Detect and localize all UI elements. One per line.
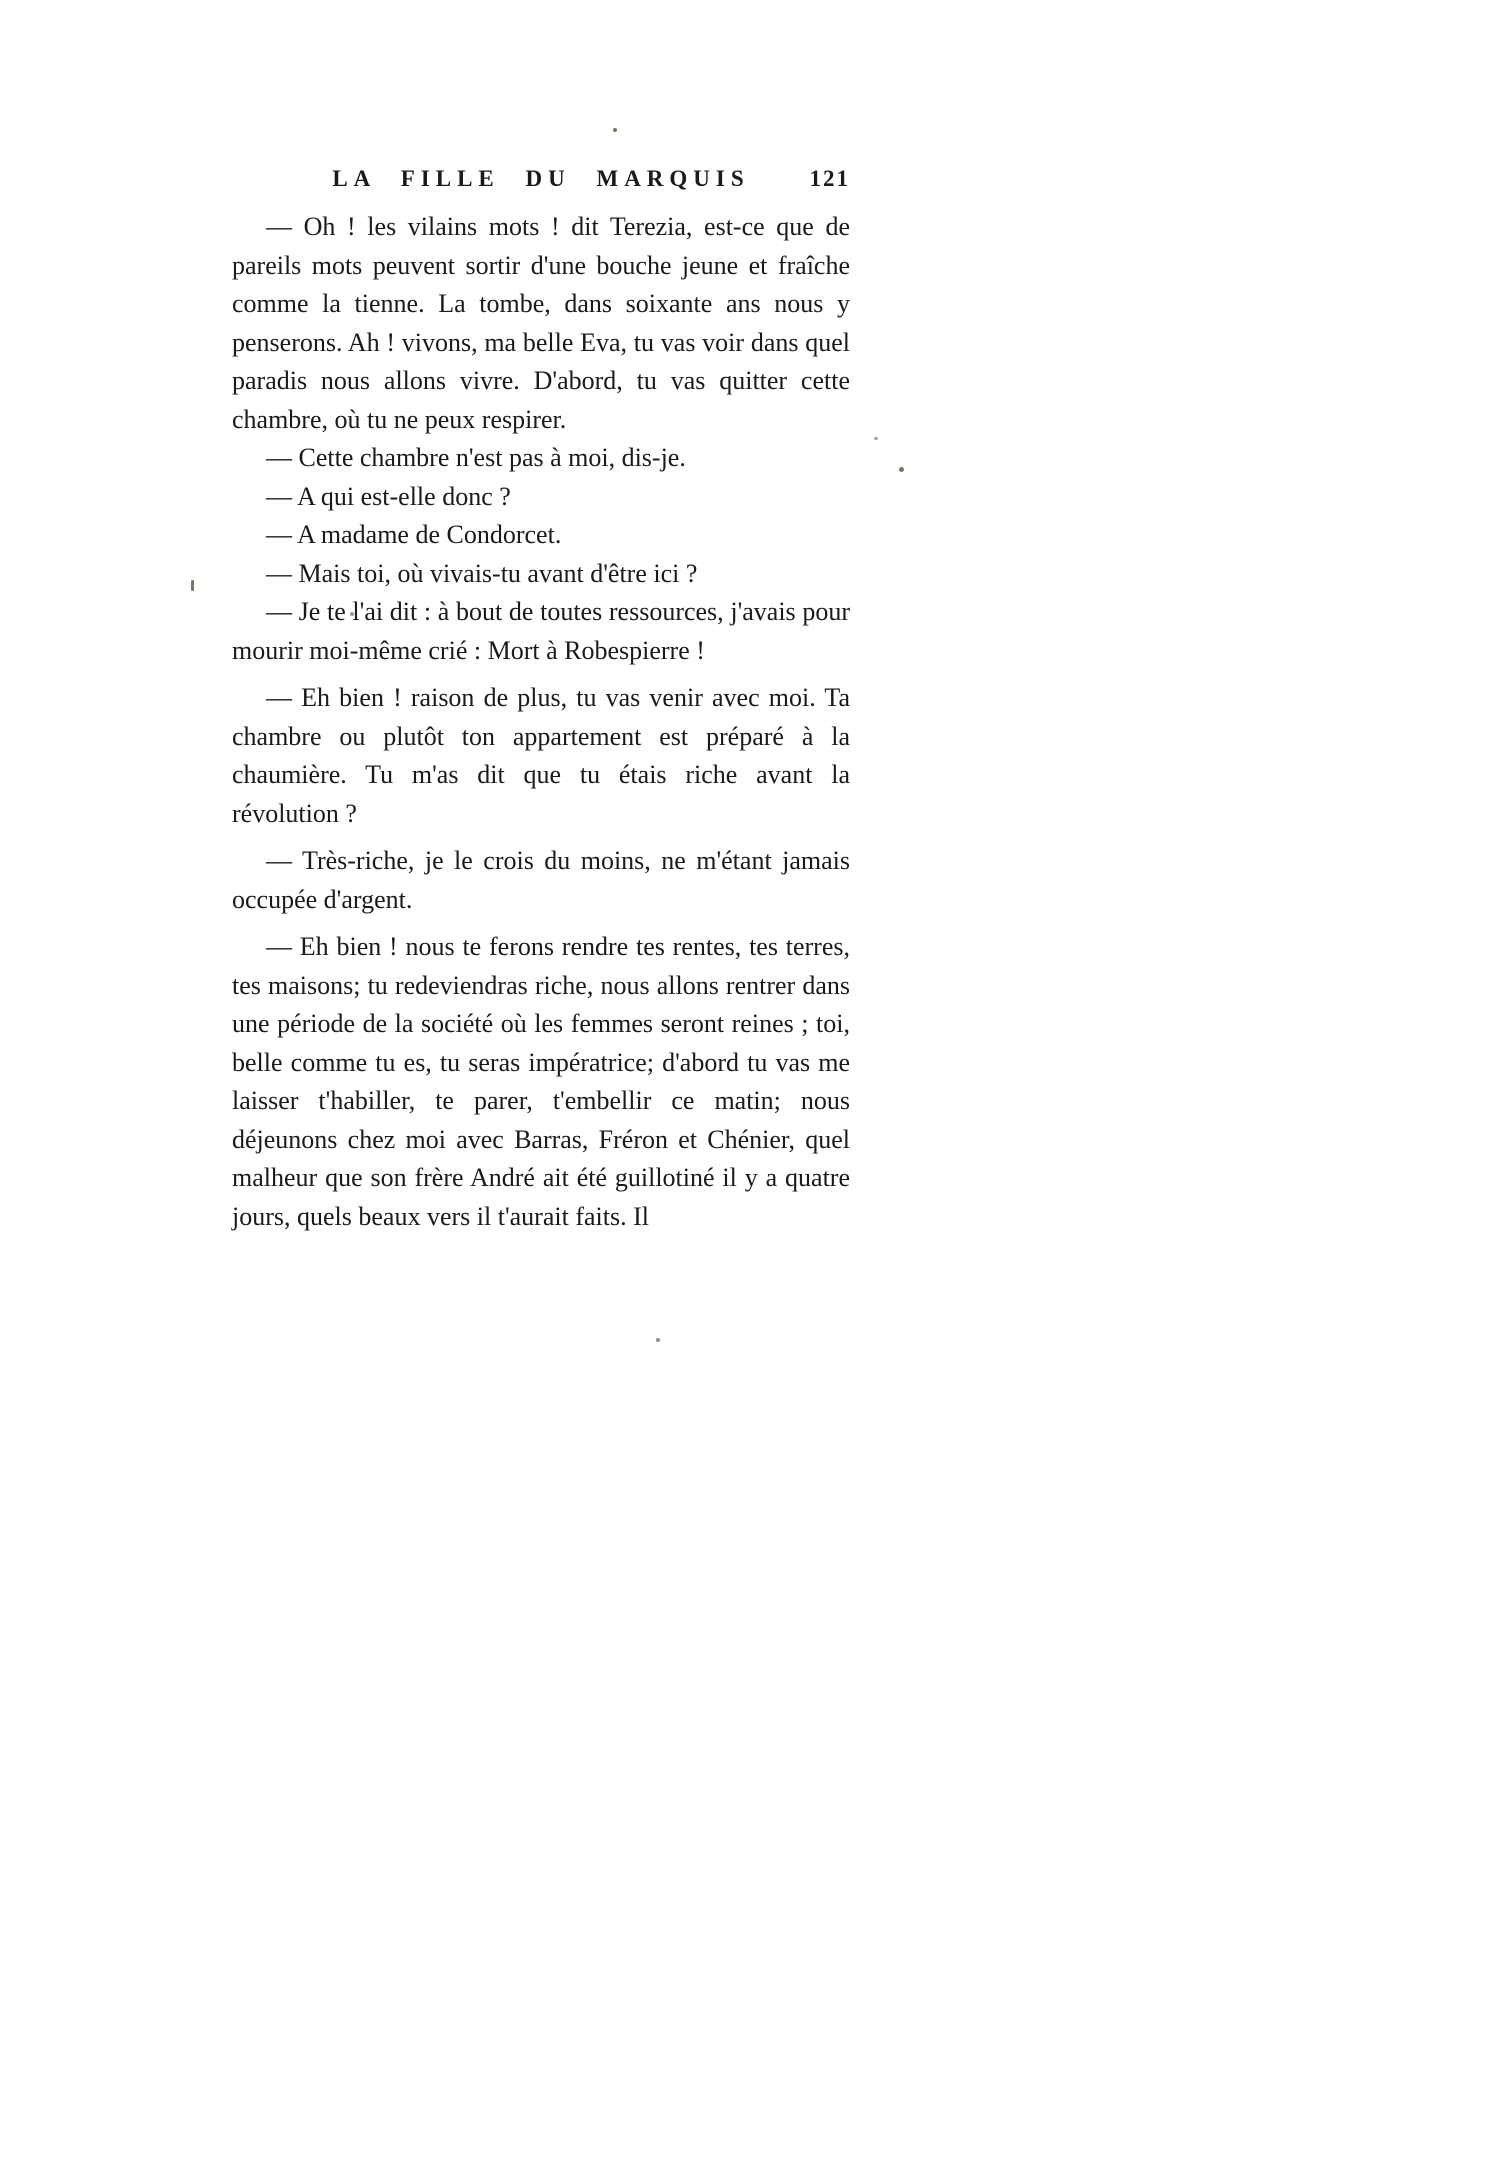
paragraph: — Eh bien ! nous te ferons rendre tes rentes, tes terres, tes maisons; tu redeviendras riche, nous allons rentrer dans une période de la société où les femmes seront reines ; toi, belle comme tu es, tu seras impératrice; d'abord tu vas me laisser t'habiller, te parer, t'embellir ce matin; nous déjeunons chez moi avec Barras, Fréron et Chénier, quel malheur que son frère André ait été guillotiné il y a quatre jours, quels beaux vers il t'aurait faits. Il [232,932,850,1231]
scan-speck [191,580,194,591]
paragraph: — Je te l'ai dit : à bout de toutes ressources, j'avais pour mourir moi-même crié : Mort à Robespierre ! [232,597,850,665]
page-number: 121 [809,166,850,191]
text-column [232,166,850,1236]
paragraph: — Mais toi, où vivais-tu avant d'être ici ? [266,558,698,588]
paragraph: — A qui est-elle donc ? [266,481,511,511]
scan-speck [613,128,617,132]
paragraph: — Très-riche, je le crois du moins, ne m'étant jamais occupée d'argent. [232,846,850,914]
scan-speck [874,437,878,440]
running-header [232,166,850,200]
paragraph: — Oh ! les vilains mots ! dit Terezia, est-ce que de pareils mots peuvent sortir d'une bouche jeune et fraîche comme la tienne. La tombe, dans soixante ans nous y penserons. Ah ! vivons, ma belle Eva, tu vas voir dans quel paradis nous allons vivre. D'abord, tu vas quitter cette chambre, où tu ne peux respirer. [232,212,850,434]
scan-speck [899,467,904,472]
chapter-running-title: LA FILLE DU MARQUIS [332,166,750,191]
body-text [232,208,850,1236]
scan-speck [656,1338,660,1342]
paragraph: — Eh bien ! raison de plus, tu vas venir avec moi. Ta chambre ou plutôt ton appartement est préparé à la chaumière. Tu m'as dit que tu étais riche avant la révolution ? [232,683,850,828]
paragraph: — Cette chambre n'est pas à moi, dis-je. [266,443,686,472]
paragraph: — A madame de Condorcet. [266,520,562,549]
